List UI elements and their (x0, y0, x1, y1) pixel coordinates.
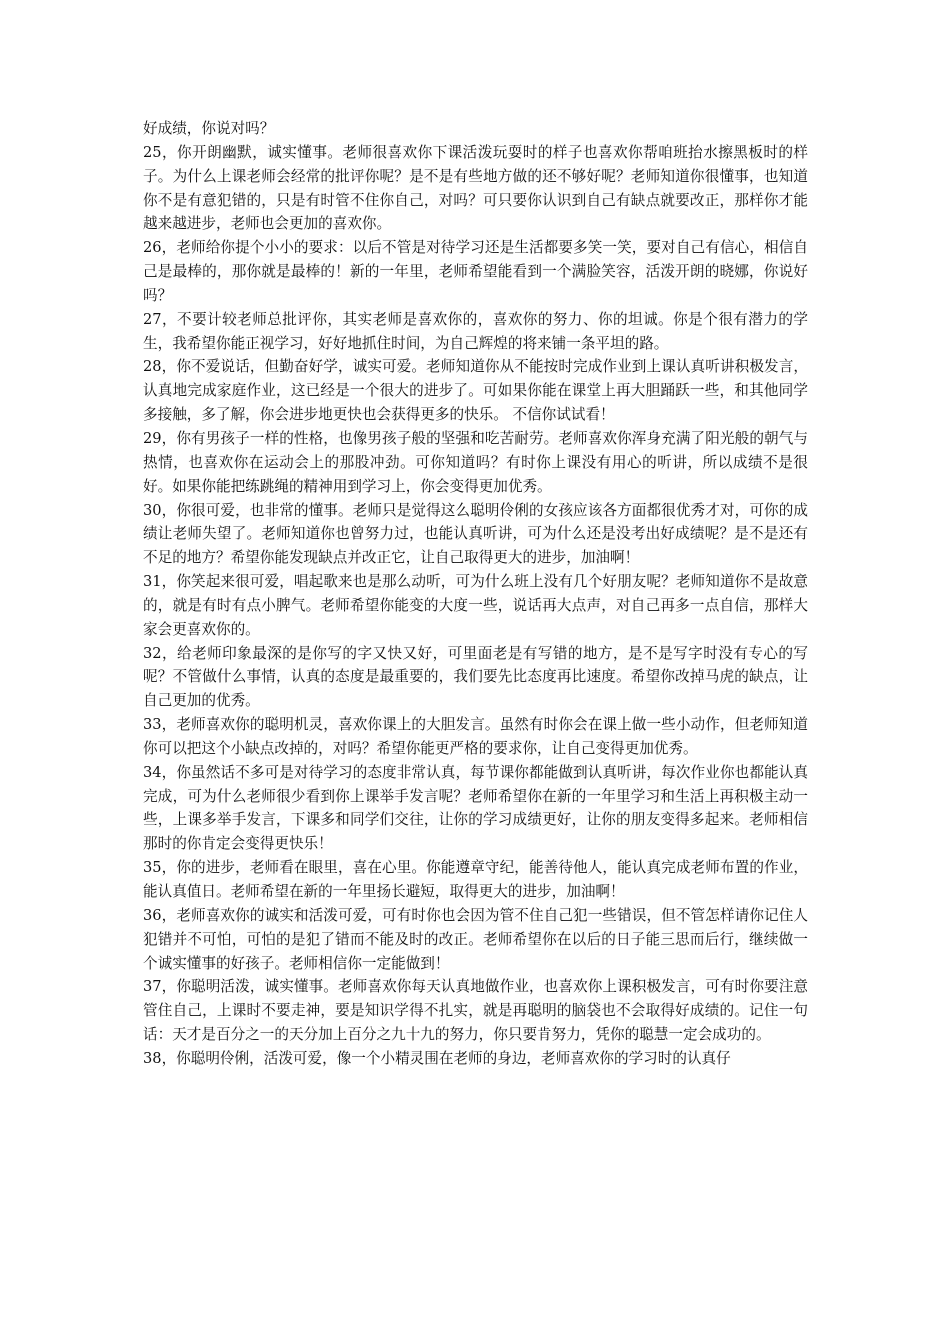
paragraph-comment-33: 33，老师喜欢你的聪明机灵，喜欢你课上的大胆发言。虽然有时你会在课上做一些小动作，但老师知道你可以把这个小缺点改掉的，对吗？希望你能更严格的要求你，让自己变得更加优秀。 (143, 716, 808, 757)
paragraph-continuation: 好成绩，你说对吗？ (143, 120, 275, 137)
paragraph-comment-31: 31，你笑起来很可爱，唱起歌来也是那么动听，可为什么班上没有几个好朋友呢？老师知道你不是故意的，就是有时有点小脾气。老师希望你能变的大度一些，说话再大点声，对自己再多一点自信，那样大家会更喜欢你的。 (143, 573, 808, 638)
paragraph-comment-30: 30，你很可爱，也非常的懂事。老师只是觉得这么聪明伶俐的女孩应该各方面都很优秀才对，可你的成绩让老师失望了。老师知道你也曾努力过，也能认真听讲，可为什么还是没考出好成绩呢？是不是还有不足的地方？希望你能发现缺点并改正它，让自己取得更大的进步，加油啊！ (143, 501, 808, 567)
paragraph-comment-27: 27，不要计较老师总批评你，其实老师是喜欢你的，喜欢你的努力、你的坦诚。你是个很有潜力的学生，我希望你能正视学习，好好地抓住时间，为自己辉煌的将来铺一条平坦的路。 (143, 310, 808, 352)
document-body (143, 117, 808, 1071)
paragraph-comment-32: 32，给老师印象最深的是你写的字又快又好，可里面老是有写错的地方，是不是写字时没有专心的写呢？不管做什么事情，认真的态度是最重要的，我们要先比态度再比速度。希望你改掉马虎的缺点，让自己更加的优秀。 (143, 644, 808, 710)
paragraph-comment-26: 26，老师给你提个小小的要求：以后不管是对待学习还是生活都要多笑一笑，要对自己有信心，相信自己是最棒的，那你就是最棒的！新的一年里，老师希望能看到一个满脸笑容，活泼开朗的晓娜，你说好吗？ (143, 239, 808, 304)
paragraph-comment-29: 29，你有男孩子一样的性格，也像男孩子般的坚强和吃苦耐劳。老师喜欢你浑身充满了阳光般的朝气与热情，也喜欢你在运动会上的那股冲劲。可你知道吗？有时你上课没有用心的听讲，所以成绩不是很好。如果你能把练跳绳的精神用到学习上，你会变得更加优秀。 (143, 429, 808, 495)
paragraph-comment-36: 36，老师喜欢你的诚实和活泼可爱，可有时你也会因为管不住自己犯一些错误，但不管怎样请你记住人犯错并不可怕，可怕的是犯了错而不能及时的改正。老师希望你在以后的日子能三思而后行，继续做一个诚实懂事的好孩子。老师相信你一定能做到！ (143, 906, 808, 972)
paragraph-comment-34: 34，你虽然话不多可是对待学习的态度非常认真，每节课你都能做到认真听讲，每次作业你也都能认真完成，可为什么老师很少看到你上课举手发言呢？老师希望你在新的一年里学习和生活上再积极主动一些，上课多举手发言，下课多和同学们交往，让你的学习成绩更好，让你的朋友变得多起来。老师相信那时的你肯定会变得更快乐！ (143, 763, 808, 853)
paragraph-comment-38: 38，你聪明伶俐，活泼可爱，像一个小精灵围在老师的身边，老师喜欢你的学习时的认真仔 (143, 1049, 731, 1067)
paragraph-comment-25: 25，你开朗幽默，诚实懂事。老师很喜欢你下课活泼玩耍时的样子也喜欢你帮咱班抬水擦黑板时的样子。为什么上课老师会经常的批评你呢？是不是有些地方做的还不够好呢？老师知道你很懂事，也知道你不是有意犯错的，只是有时管不住你自己，对吗？可只要你认识到自己有缺点就要改正，那样你才能越来越进步，老师也会更加的喜欢你。 (143, 143, 808, 233)
paragraph-comment-35: 35，你的进步，老师看在眼里，喜在心里。你能遵章守纪，能善待他人，能认真完成老师布置的作业，能认真值日。老师希望在新的一年里扬长避短，取得更大的进步，加油啊！ (143, 859, 808, 900)
paragraph-comment-37: 37，你聪明活泼，诚实懂事。老师喜欢你每天认真地做作业，也喜欢你上课积极发言，可有时你要注意管住自己，上课时不要走神，要是知识学得不扎实，就是再聪明的脑袋也不会取得好成绩的。记住一句话：天才是百分之一的天分加上百分之九十九的努力，你只要肯努力，凭你的聪慧一定会成功的。 (143, 978, 808, 1044)
paragraph-comment-28: 28，你不爱说话，但勤奋好学，诚实可爱。老师知道你从不能按时完成作业到上课认真听讲积极发言，认真地完成家庭作业，这已经是一个很大的进步了。可如果你能在课堂上再大胆踊跃一些，和其他同学多接触，多了解，你会进步地更快也会获得更多的快乐。 不信你试试看！ (143, 358, 808, 424)
